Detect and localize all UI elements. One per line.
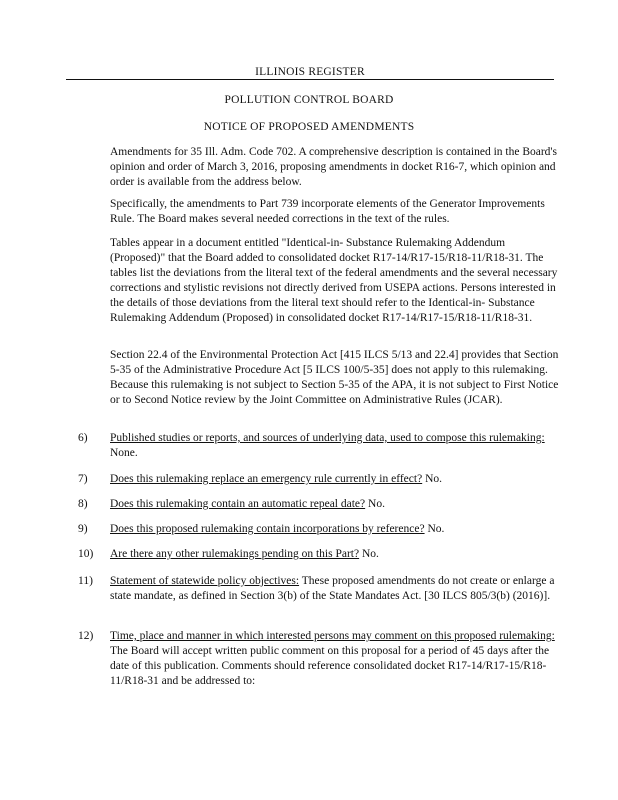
item-answer: None.	[110, 447, 138, 459]
tables-paragraph: Tables appear in a document entitled "Identical-in- Substance Rulemaking Addendum (Proposed)" that the Board added to consolidated docket R17-14/R17-15/R18-11/R18-31. The tables list the deviations from the literal text of the federal amendments and the several necessary corrections and stylistic revisions not directly derived from USEPA actions. Persons interested in the details of those deviations from the literal text should refer to the Identical-in- Substance Rulemaking Addendum (Proposed) in consolidated docket R17-14/R17-15/R18-11/R18-31.	[110, 237, 558, 324]
item-answer: No.	[425, 473, 442, 485]
item-question: Statement of statewide policy objectives:	[110, 575, 300, 587]
agency-title: POLLUTION CONTROL BOARD	[224, 94, 394, 106]
item-number: 11)	[78, 575, 93, 587]
item-answer: No.	[368, 498, 385, 510]
item-number: 10)	[78, 548, 94, 560]
item-answer: The Board will accept written public comment on this proposal for a period of 45 days after the date of this publication. Comments should reference consolidated docket R17-14/R17-15/R18-11/R18-31 and be addressed to:	[110, 645, 550, 687]
item-question: Time, place and manner in which interested persons may comment on this proposed rulemaking:	[110, 630, 555, 642]
item-question: Does this rulemaking contain an automatic repeal date?	[110, 498, 366, 510]
item-answer: No.	[427, 523, 445, 535]
item-number: 6)	[78, 432, 88, 444]
item-number: 9)	[78, 523, 88, 535]
item-answer: These proposed amendments do not create or enlarge a state mandate, as defined in Section 3(b) of the State Mandates Act. [30 ILCS 805/3(b) (2016)].	[110, 575, 555, 602]
item-number: 7)	[78, 473, 88, 485]
notice-title: NOTICE OF PROPOSED AMENDMENTS	[203, 121, 415, 133]
item-question: Does this proposed rulemaking contain incorporations by reference?	[110, 523, 425, 535]
amendments-paragraph: Specifically, the amendments to Part 739 incorporate elements of the Generator Improvements Rule. The Board makes several needed corrections in the text of the rules.	[110, 198, 545, 225]
description-paragraph: Amendments for 35 Ill. Adm. Code 702. A comprehensive description is contained in the Board's opinion and order of March 3, 2016, proposing amendments in docket R16-7, which opinion and order is available from the address below.	[110, 146, 557, 188]
item-number: 8)	[78, 498, 88, 510]
item-answer: No.	[361, 548, 379, 560]
item-question: Does this rulemaking replace an emergency rule currently in effect?	[110, 473, 423, 485]
register-header: ILLINOIS REGISTER	[66, 66, 554, 80]
section-22-4-paragraph: Section 22.4 of the Environmental Protection Act [415 ILCS 5/13 and 22.4] provides that Section 5-35 of the Administrative Procedure Act [5 ILCS 100/5-35] does not apply to this rulemaking. Because this rulemaking is not subject to Section 5-35 of the APA, it is not subject to First Notice or to Second Notice review by the Joint Committee on Administrative Rules (JCAR).	[110, 349, 559, 406]
item-question: Are there any other rulemakings pending on this Part?	[110, 548, 360, 560]
item-question: Published studies or reports, and sources of underlying data, used to compose this rulemaking:	[110, 432, 545, 444]
item-number: 12)	[78, 630, 94, 642]
